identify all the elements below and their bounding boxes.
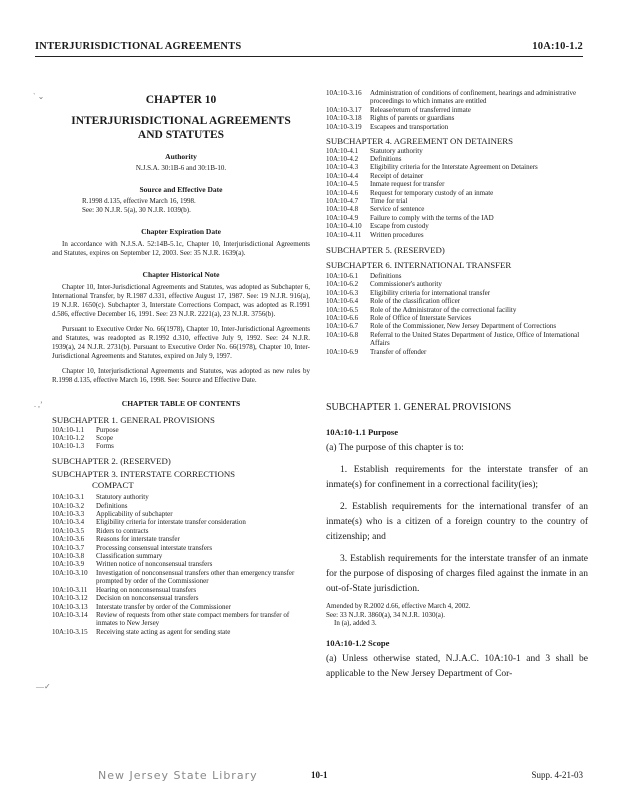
toc-entry xyxy=(326,214,588,222)
toc-entry-title: Rights of parents or guardians xyxy=(370,114,455,123)
toc-entry-number: 10A:10-3.5 xyxy=(52,526,85,535)
toc-heading: CHAPTER TABLE OF CONTENTS xyxy=(121,399,241,408)
source-heading: Source and Effective Date xyxy=(139,185,223,194)
toc-entry xyxy=(52,493,310,501)
toc-entry-number: 10A:10-6.9 xyxy=(326,347,359,356)
right-column xyxy=(326,90,588,682)
margin-mark: ` ⌄ xyxy=(33,92,45,101)
toc-entry xyxy=(52,611,310,628)
toc-entry-title: Transfer of offender xyxy=(370,347,427,356)
toc-entry-title: Inmate request for transfer xyxy=(370,180,445,189)
toc-subchapter-3-line: COMPACT xyxy=(92,479,134,490)
toc-entry-title: Hearing on nonconsensual transfers xyxy=(96,585,197,594)
expiration-text: In accordance with N.J.S.A. 52:14B-5.1c, Chapter 10, Interjurisdictional Agreements and Statutes, expires on September 12, 2003. See: 35 N.J.R. 1639(a). xyxy=(52,240,310,257)
toc-entry-title: Statutory authority xyxy=(96,493,149,502)
expiration-heading: Chapter Expiration Date xyxy=(141,227,221,236)
toc-entry-number: 10A:10-6.7 xyxy=(326,322,359,331)
toc-entry-number: 10A:10-3.14 xyxy=(52,610,88,619)
page-number: 10-1 xyxy=(311,770,328,780)
body-paragraph: 1. Establish requirements for the interstate transfer of an inmate(s) for confinement in a correctional facility(ies); xyxy=(326,465,588,491)
toc-entry xyxy=(326,322,588,330)
toc-entry-title: Eligibility criteria for international transfer xyxy=(370,288,491,297)
header-title: INTERJURISDICTIONAL AGREEMENTS xyxy=(35,41,242,52)
toc-entry xyxy=(52,569,310,586)
toc-entry xyxy=(52,544,310,552)
page-footer xyxy=(35,769,583,783)
toc-entry xyxy=(52,535,310,543)
toc-entry-number: 10A:10-6.6 xyxy=(326,314,359,323)
toc-entry-number: 10A:10-3.6 xyxy=(52,535,85,544)
toc-entry-title: Review of requests from other state compact members for transfer of inmates to New Jersey xyxy=(96,610,290,628)
toc-entry xyxy=(52,603,310,611)
toc-entry xyxy=(326,331,588,348)
toc-entry-number: 10A:10-4.9 xyxy=(326,213,359,222)
toc-entry-title: Commissioner's authority xyxy=(370,280,442,289)
toc-entry-number: 10A:10-3.9 xyxy=(52,560,85,569)
toc-entry xyxy=(326,231,588,239)
chapter-title-line: INTERJURISDICTIONAL AGREEMENTS xyxy=(71,115,291,127)
toc-entry-title: Decision on nonconsensual transfers xyxy=(96,594,199,603)
margin-mark: —✓ xyxy=(36,682,51,691)
toc-entry xyxy=(52,560,310,568)
toc-entry-title: Release/return of transferred inmate xyxy=(370,105,471,114)
subchapter-1-heading: SUBCHAPTER 1. GENERAL PROVISIONS xyxy=(326,402,512,414)
toc-entry-number: 10A:10-3.11 xyxy=(52,585,88,594)
running-header xyxy=(35,40,583,57)
toc-entry-number: 10A:10-4.7 xyxy=(326,196,359,205)
toc-list xyxy=(52,493,310,636)
toc-entry-number: 10A:10-6.2 xyxy=(326,280,359,289)
body-paragraph: 3. Establish requirements for the interstate transfer of an inmate for the purpose of disposing of charges filed against the inmate in an out-of-State jurisdiction. xyxy=(326,554,588,595)
toc-entry xyxy=(52,442,310,450)
toc-entry-title: Receipt of detainer xyxy=(370,171,424,180)
toc-entry-number: 10A:10-1.1 xyxy=(52,425,85,434)
toc-entry-title: Administration of conditions of confinement, hearings and administrative proceedings to which inmates are entitled xyxy=(370,89,577,106)
toc-entry-number: 10A:10-4.8 xyxy=(326,205,359,214)
toc-list xyxy=(326,272,588,356)
toc-entry xyxy=(326,280,588,288)
toc-entry-title: Escape from custody xyxy=(370,222,429,231)
toc-entry-title: Referral to the United States Department of Justice, Office of International Affairs xyxy=(370,330,580,348)
toc-entry-number: 10A:10-4.5 xyxy=(326,180,359,189)
toc-entry-number: 10A:10-3.19 xyxy=(326,122,362,131)
toc-entry-title: Request for temporary custody of an inmate xyxy=(370,188,494,197)
toc-entry-number: 10A:10-3.13 xyxy=(52,602,88,611)
toc-entry-title: Eligibility criteria for interstate transfer consideration xyxy=(96,518,246,527)
toc-entry xyxy=(326,289,588,297)
source-line: See: 30 N.J.R. 5(a), 30 N.J.R. 1039(b). xyxy=(82,206,191,214)
toc-entry-title: Processing consensual interstate transfers xyxy=(96,543,213,552)
section-heading-scope: 10A:10-1.2 Scope xyxy=(326,637,390,648)
history-heading: Chapter Historical Note xyxy=(142,270,220,279)
toc-entry-number: 10A:10-3.3 xyxy=(52,510,85,519)
toc-entry-number: 10A:10-6.1 xyxy=(326,272,359,280)
toc-entry-number: 10A:10-1.3 xyxy=(52,442,85,451)
toc-entry xyxy=(326,106,588,114)
toc-list xyxy=(326,147,588,239)
toc-subchapter-3 xyxy=(52,469,310,490)
chapter-title xyxy=(52,114,310,142)
toc-entry-title: Written notice of nonconsensual transfers xyxy=(96,560,213,569)
toc-entry-title: Statutory authority xyxy=(370,146,423,155)
body-paragraph: (a) The purpose of this chapter is to: xyxy=(326,443,464,454)
header-section: 10A:10-1.2 xyxy=(532,41,583,52)
toc-entry xyxy=(326,123,588,131)
toc-entry-number: 10A:10-6.8 xyxy=(326,330,359,339)
toc-entry xyxy=(52,502,310,510)
toc-entry-title: Forms xyxy=(96,442,114,451)
authority-text: N.J.S.A. 30:1B-6 and 30:1B-10. xyxy=(135,164,227,172)
toc-entry xyxy=(326,272,588,280)
toc-entry-title: Riders to contracts xyxy=(96,526,149,535)
toc-entry-title: Failure to comply with the terms of the IAD xyxy=(370,213,494,222)
toc-entry-title: Interstate transfer by order of the Commissioner xyxy=(96,602,231,611)
toc-entry-number: 10A:10-3.16 xyxy=(326,89,362,97)
toc-entry-title: Written procedures xyxy=(370,230,424,239)
toc-entry xyxy=(52,594,310,602)
source-text xyxy=(52,197,310,215)
toc-entry-title: Classification summary xyxy=(96,552,163,561)
source-line: R.1998 d.135, effective March 16, 1998. xyxy=(82,197,196,205)
toc-entry-title: Investigation of nonconsensual transfers other than emergency transfer prompted by order of the Commissioner xyxy=(96,568,295,586)
toc-entry xyxy=(326,163,588,171)
toc-entry xyxy=(326,189,588,197)
toc-subchapter-5: SUBCHAPTER 5. (RESERVED) xyxy=(326,245,445,255)
toc-entry-number: 10A:10-3.10 xyxy=(52,568,88,577)
toc-entry-number: 10A:10-3.17 xyxy=(326,105,362,114)
toc-list xyxy=(52,426,310,451)
toc-entry xyxy=(326,155,588,163)
toc-entry xyxy=(52,527,310,535)
toc-entry-number: 10A:10-4.3 xyxy=(326,163,359,172)
toc-entry-number: 10A:10-3.4 xyxy=(52,518,85,527)
toc-entry-number: 10A:10-3.8 xyxy=(52,552,85,561)
toc-entry xyxy=(326,114,588,122)
chapter-title-line: AND STATUTES xyxy=(137,129,225,141)
toc-list xyxy=(326,89,588,131)
amendment-line: Amended by R.2002 d.66, effective March 4, 2002. xyxy=(326,602,471,611)
body-paragraph: (a) Unless otherwise stated, N.J.A.C. 10A:10-1 and 3 shall be applicable to the New Jersey Department of Cor- xyxy=(326,653,588,679)
toc-entry-title: Service of sentence xyxy=(370,205,425,214)
section-heading-purpose: 10A:10-1.1 Purpose xyxy=(326,427,399,438)
toc-entry-title: Purpose xyxy=(96,425,119,434)
toc-entry-title: Definitions xyxy=(96,501,128,510)
margin-mark: . ,ʼ xyxy=(34,400,43,409)
toc-entry xyxy=(326,222,588,230)
toc-subchapter-2: SUBCHAPTER 2. (RESERVED) xyxy=(52,455,171,466)
toc-subchapter-4: SUBCHAPTER 4. AGREEMENT ON DETAINERS xyxy=(326,136,514,147)
toc-subchapter-1: SUBCHAPTER 1. GENERAL PROVISIONS xyxy=(52,415,215,425)
toc-entry-number: 10A:10-4.10 xyxy=(326,222,362,231)
toc-subchapter-3-line: SUBCHAPTER 3. INTERSTATE CORRECTIONS xyxy=(52,469,236,480)
toc-entry-number: 10A:10-6.5 xyxy=(326,305,359,314)
toc-entry-title: Role of the Administrator of the correctional facility xyxy=(370,305,517,314)
left-column xyxy=(52,90,310,636)
toc-entry xyxy=(326,297,588,305)
amendment-line: See: 33 N.J.R. 3860(a), 34 N.J.R. 1030(a). xyxy=(326,610,445,619)
toc-subchapter-6: SUBCHAPTER 6. INTERNATIONAL TRANSFER xyxy=(326,259,512,270)
toc-entry xyxy=(326,89,588,106)
toc-entry-number: 10A:10-3.7 xyxy=(52,543,85,552)
toc-entry xyxy=(326,205,588,213)
toc-entry-number: 10A:10-4.2 xyxy=(326,154,359,163)
body-paragraph: 2. Establish requirements for the international transfer of an inmate(s) who is a citizen of a foreign country to the country of citizenship; and xyxy=(326,502,588,543)
toc-entry xyxy=(52,510,310,518)
toc-entry-number: 10A:10-3.2 xyxy=(52,501,85,510)
history-paragraph: Chapter 10, Interjurisdictional Agreements and Statutes, was adopted as new rules by R.1998 d.135, effective March 16, 1998. See: Source and Effective Date. xyxy=(52,367,310,384)
amendment-line: In (a), added 3. xyxy=(334,619,377,628)
toc-entry-number: 10A:10-4.6 xyxy=(326,188,359,197)
toc-entry xyxy=(326,314,588,322)
toc-entry-title: Definitions xyxy=(370,272,402,280)
toc-entry xyxy=(52,426,310,434)
history-paragraph: Pursuant to Executive Order No. 66(1978), Chapter 10, Inter-Jurisdictional Agreements and Statutes, was readopted as R.1992 d.310, effective July 9, 1992. See: 24 N.J.R. 1939(a), 24 N.J.R. 2731(b). Pursuant to Executive Order No. 66(1978), Chapter 10, Inter-Jurisdictional Agreements and Statutes, expired on July 9, 1997. xyxy=(52,325,310,360)
toc-entry-number: 10A:10-4.1 xyxy=(326,146,359,155)
toc-entry-title: Definitions xyxy=(370,154,402,163)
toc-entry-number: 10A:10-3.18 xyxy=(326,114,362,123)
history-paragraph: Chapter 10, Inter-Jurisdictional Agreements and Statutes, was adopted as Subchapter 6, International Transfer, by R.1987 d.331, effective August 17, 1987. See: 19 N.J.R. 916(a), 19 N.J.R. 1650(c). Subchapter 3, Interstate Corrections Compact, was adopted as R.1991 d.586, effective December 16, 1991. See: 23 N.J.R. 2221(a), 23 N.J.R. 3756(b). xyxy=(52,283,310,318)
toc-entry-number: 10A:10-3.12 xyxy=(52,594,88,603)
toc-entry-number: 10A:10-3.1 xyxy=(52,493,85,502)
supplement-date: Supp. 4-21-03 xyxy=(531,770,583,780)
toc-entry-title: Role of the classification officer xyxy=(370,297,461,306)
toc-entry-number: 10A:10-6.3 xyxy=(326,288,359,297)
toc-entry xyxy=(326,172,588,180)
toc-entry xyxy=(52,552,310,560)
toc-entry xyxy=(326,306,588,314)
library-watermark: New Jersey State Library xyxy=(98,769,258,782)
toc-entry-title: Applicability of subchapter xyxy=(96,510,173,519)
toc-entry xyxy=(326,197,588,205)
toc-entry-title: Role of Office of Interstate Services xyxy=(370,314,472,323)
toc-entry xyxy=(326,348,588,356)
toc-entry xyxy=(52,586,310,594)
toc-entry xyxy=(326,180,588,188)
toc-entry-number: 10A:10-1.2 xyxy=(52,433,85,442)
toc-entry xyxy=(52,434,310,442)
toc-entry-title: Time for trial xyxy=(370,196,408,205)
toc-entry-title: Receiving state acting as agent for sending state xyxy=(96,627,231,636)
authority-heading: Authority xyxy=(165,152,197,161)
amendment-note xyxy=(326,602,588,628)
toc-entry-number: 10A:10-3.15 xyxy=(52,627,88,636)
toc-entry xyxy=(326,147,588,155)
toc-entry xyxy=(52,518,310,526)
toc-entry-title: Eligibility criteria for the Interstate Agreement on Detainers xyxy=(370,163,538,172)
toc-entry-number: 10A:10-6.4 xyxy=(326,297,359,306)
toc-entry-number: 10A:10-4.4 xyxy=(326,171,359,180)
toc-entry-title: Escapees and transportation xyxy=(370,122,449,131)
toc-entry-title: Scope xyxy=(96,433,114,442)
chapter-label: CHAPTER 10 xyxy=(145,94,217,106)
toc-entry-title: Reasons for interstate transfer xyxy=(96,535,180,544)
toc-entry-number: 10A:10-4.11 xyxy=(326,230,362,239)
toc-entry-title: Role of the Commissioner, New Jersey Department of Corrections xyxy=(370,322,557,331)
toc-entry xyxy=(52,628,310,636)
